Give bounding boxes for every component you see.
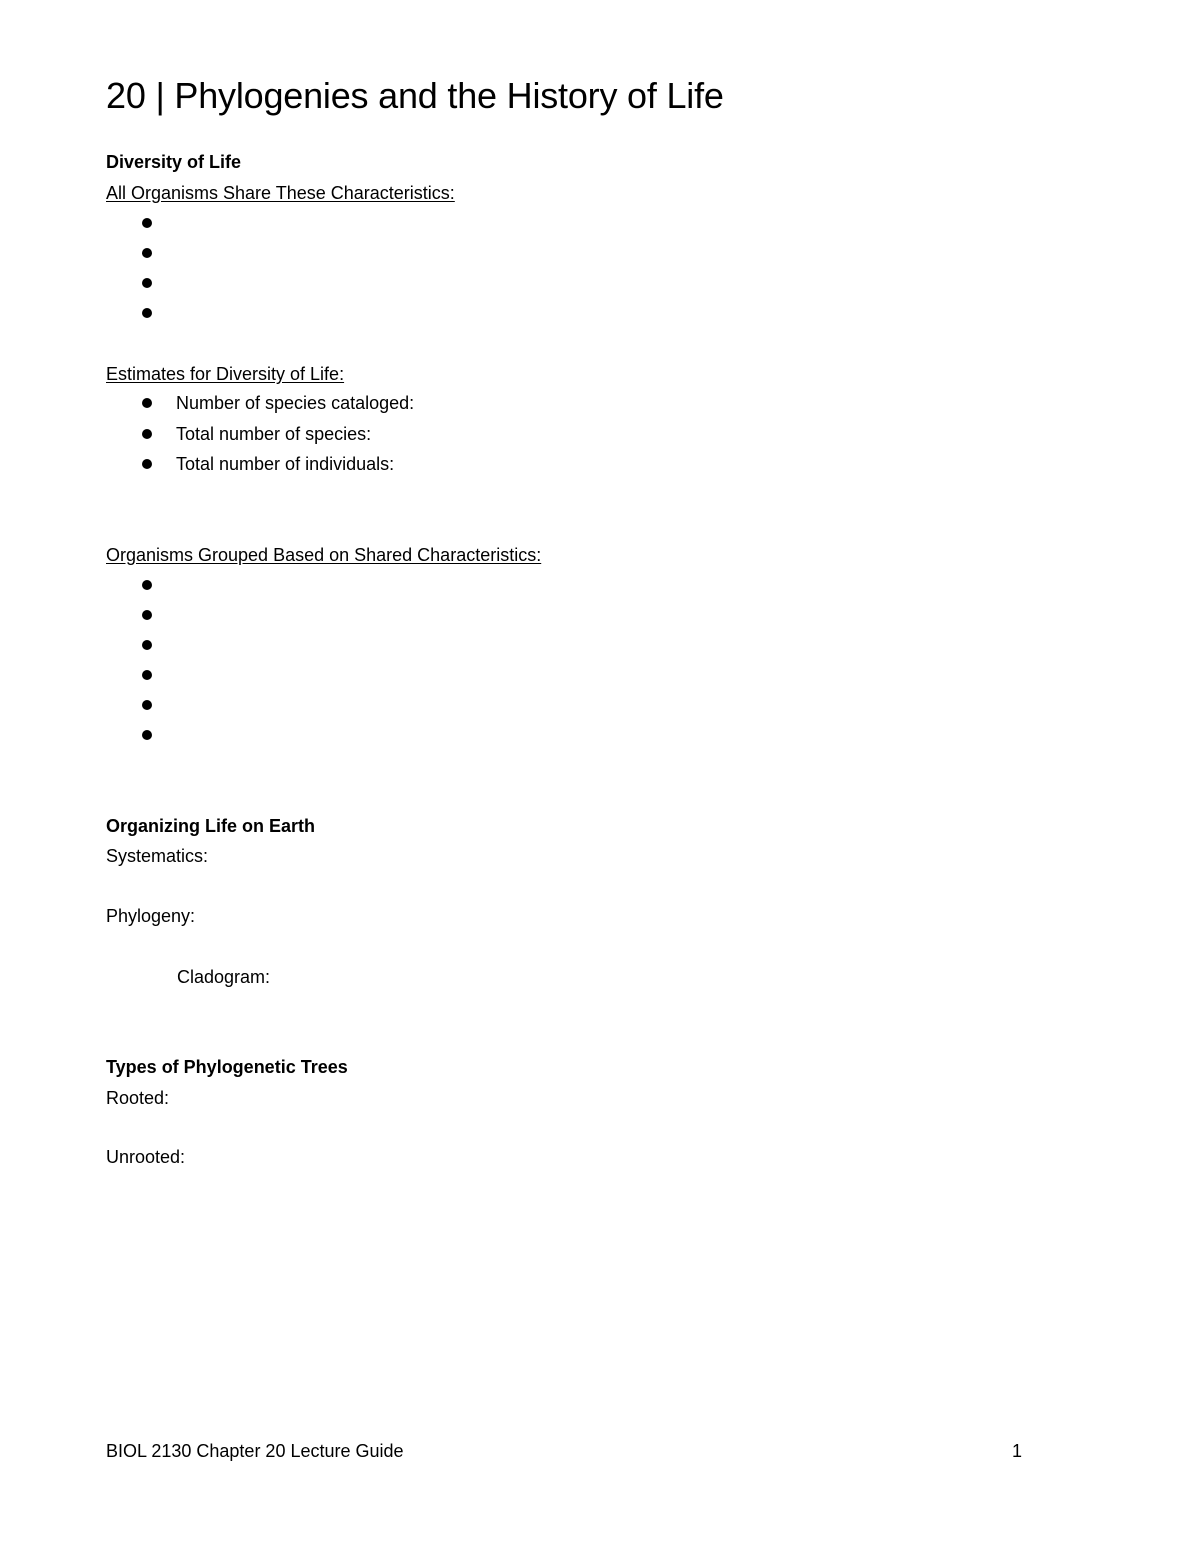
bullet-icon (142, 218, 152, 228)
grouped-label: Organisms Grouped Based on Shared Characteristics: (106, 545, 542, 565)
estimates-label: Estimates for Diversity of Life: (106, 364, 345, 384)
estimate-total-individuals: Total number of individuals: (176, 454, 395, 474)
bullet-icon (142, 459, 152, 469)
section-heading-diversity: Diversity of Life (106, 152, 242, 172)
bullet-icon (142, 700, 152, 710)
cladogram-label: Cladogram: (177, 967, 271, 987)
page-number: 1 (1012, 1441, 1023, 1461)
bullet-icon (142, 278, 152, 288)
bullet-icon (142, 730, 152, 740)
bullet-icon (142, 580, 152, 590)
phylogeny-label: Phylogeny: (106, 906, 196, 926)
bullet-icon (142, 308, 152, 318)
estimate-total-species: Total number of species: (176, 424, 372, 444)
page-title: 20 | Phylogenies and the History of Life (106, 75, 724, 116)
bullet-icon (142, 640, 152, 650)
section-heading-organizing: Organizing Life on Earth (106, 816, 316, 836)
bullet-icon (142, 248, 152, 258)
section-heading-trees: Types of Phylogenetic Trees (106, 1057, 348, 1077)
bullet-icon (142, 398, 152, 408)
unrooted-label: Unrooted: (106, 1147, 186, 1167)
bullet-icon (142, 610, 152, 620)
systematics-label: Systematics: (106, 846, 209, 866)
share-characteristics-label: All Organisms Share These Characteristics: (106, 183, 455, 203)
rooted-label: Rooted: (106, 1088, 170, 1108)
bullet-icon (142, 670, 152, 680)
estimate-species-cataloged: Number of species cataloged: (176, 393, 415, 413)
bullet-icon (142, 429, 152, 439)
footer-course-label: BIOL 2130 Chapter 20 Lecture Guide (106, 1441, 404, 1461)
